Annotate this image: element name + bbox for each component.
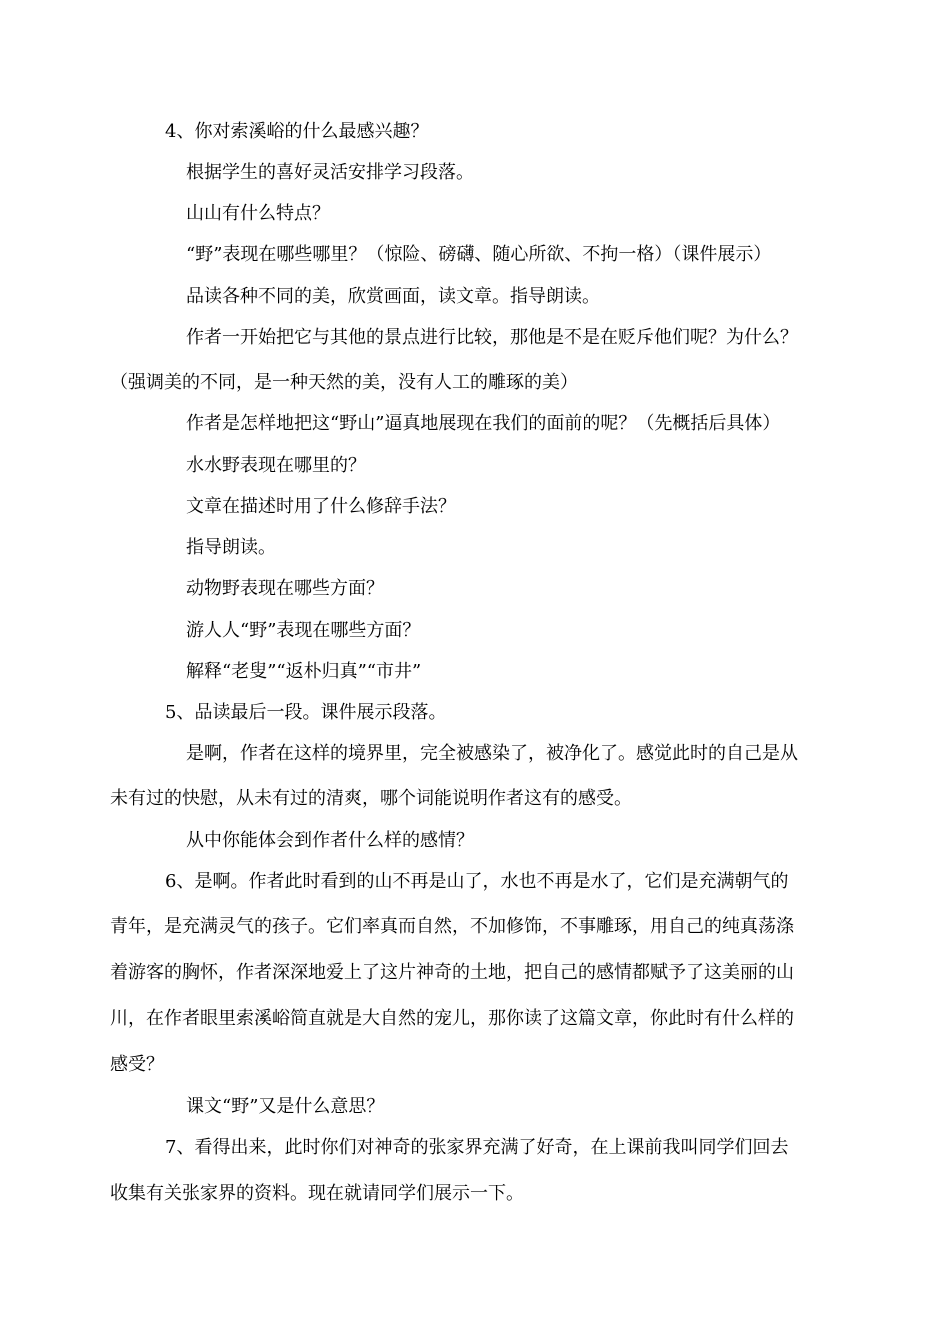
paragraph: 着游客的胸怀，作者深深地爱上了这片神奇的土地，把自己的感情都赋予了这美丽的山 xyxy=(110,962,794,983)
paragraph: 山山有什么特点？ xyxy=(186,203,330,224)
paragraph: 动物野表现在哪些方面？ xyxy=(186,578,384,599)
paragraph: 作者是怎样地把这“野山”逼真地展现在我们的面前的呢？（先概括后具体） xyxy=(186,413,781,434)
step4-question: 4、你对索溪峪的什么最感兴趣？ xyxy=(165,121,429,142)
step5-heading: 5、品读最后一段。课件展示段落。 xyxy=(165,702,447,723)
paragraph: 作者一开始把它与其他的景点进行比较，那他是不是在贬斥他们呢？为什么？ xyxy=(186,327,798,348)
paragraph: 收集有关张家界的资料。现在就请同学们展示一下。 xyxy=(110,1183,524,1204)
paragraph: 游人人“野”表现在哪些方面？ xyxy=(186,620,421,641)
paragraph: 指导朗读。 xyxy=(186,537,276,558)
paragraph-note: （强调美的不同，是一种天然的美，没有人工的雕琢的美） xyxy=(110,372,578,393)
paragraph: 品读各种不同的美，欣赏画面，读文章。指导朗读。 xyxy=(186,286,600,307)
paragraph: 从中你能体会到作者什么样的感情？ xyxy=(186,830,474,851)
step7-paragraph: 7、看得出来，此时你们对神奇的张家界充满了好奇，在上课前我叫同学们回去 xyxy=(165,1137,789,1158)
paragraph: 文章在描述时用了什么修辞手法？ xyxy=(186,496,456,517)
paragraph: 课文“野”又是什么意思？ xyxy=(186,1096,385,1117)
paragraph: 解释“老叟”“返朴归真”“市井” xyxy=(186,661,422,682)
step6-paragraph: 6、是啊。作者此时看到的山不再是山了，水也不再是水了，它们是充满朝气的 xyxy=(165,871,789,892)
paragraph: 川，在作者眼里索溪峪简直就是大自然的宠儿，那你读了这篇文章，你此时有什么样的 xyxy=(110,1008,794,1029)
paragraph: 是啊，作者在这样的境界里，完全被感染了，被净化了。感觉此时的自己是从 xyxy=(186,743,798,764)
paragraph: 未有过的快慰，从未有过的清爽，哪个词能说明作者这有的感受。 xyxy=(110,788,632,809)
paragraph: 感受？ xyxy=(110,1054,164,1075)
paragraph: 水水野表现在哪里的？ xyxy=(186,455,366,476)
paragraph: 青年，是充满灵气的孩子。它们率真而自然，不加修饰，不事雕琢，用自己的纯真荡涤 xyxy=(110,916,794,937)
paragraph: 根据学生的喜好灵活安排学习段落。 xyxy=(186,162,474,183)
paragraph: “野”表现在哪些哪里？（惊险、磅礴、随心所欲、不拘一格）（课件展示） xyxy=(186,244,772,265)
